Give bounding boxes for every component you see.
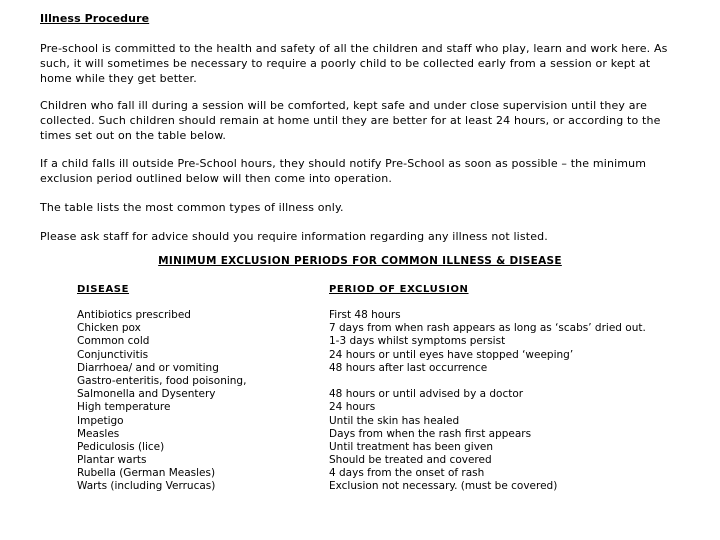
disease-line: Conjunctivitis — [77, 348, 149, 361]
paragraph-table-note: The table lists the most common types of illness only. — [40, 201, 344, 214]
exclusion-table-heading: MINIMUM EXCLUSION PERIODS FOR COMMON ILLNESS & DISEASE — [158, 255, 562, 267]
disease-line: Warts (including Verrucas) — [77, 480, 216, 493]
paragraph-ill-outside-hours: If a child falls ill outside Pre-School hours, they should notify Pre-School as soon as possible – the minimum exclusion period outlined below will then come into operation. — [40, 157, 647, 185]
disease-line: Gastro-enteritis, food poisoning, — [77, 374, 247, 387]
disease-line: Antibiotics prescribed — [77, 309, 191, 321]
disease-line: Salmonella and Dysentery — [77, 388, 216, 401]
disease-line: Impetigo — [77, 414, 124, 427]
disease-line: Diarrhoea/ and or vomiting — [77, 361, 219, 374]
period-line: 48 hours after last occurrence — [329, 361, 488, 374]
period-line: Until the skin has healed — [329, 414, 460, 427]
disease-line: Measles — [77, 427, 120, 440]
period-line: 48 hours or until advised by a doctor — [329, 388, 524, 401]
period-line: Days from when the rash first appears — [329, 427, 532, 440]
period-line: Exclusion not necessary. (must be covered) — [329, 480, 558, 493]
disease-line: Common cold — [77, 335, 150, 348]
document-title: Illness Procedure — [40, 12, 150, 25]
period-line: First 48 hours — [329, 309, 401, 321]
column-header-disease: DISEASE — [77, 284, 130, 295]
period-line — [329, 375, 679, 388]
paragraph-ill-during-session: Children who fall ill during a session will be comforted, kept safe and under close supervision until they are collected. Such children should remain at home until they are better for at least 24 hours, or according to the times set out on the table below. — [40, 99, 661, 142]
disease-line: Rubella (German Measles) — [77, 467, 216, 480]
period-line: Until treatment has been given — [329, 440, 494, 453]
paragraph-commitment: Pre-school is committed to the health and safety of all the children and staff who play, learn and work here. As such, it will sometimes be necessary to require a poorly child to be collected early from a session or kept at home while they get better. — [40, 42, 668, 85]
period-line: 24 hours or until eyes have stopped ‘weeping’ — [329, 348, 574, 361]
disease-line: Chicken pox — [77, 322, 141, 335]
column-header-period: PERIOD OF EXCLUSION — [329, 284, 469, 295]
disease-line: Plantar warts — [77, 454, 147, 467]
period-line: 24 hours — [329, 401, 376, 414]
period-column — [329, 309, 679, 494]
period-line: 4 days from the onset of rash — [329, 467, 485, 480]
disease-column — [77, 309, 317, 494]
period-line: 7 days from when rash appears as long as ‘scabs’ dried out. — [329, 322, 646, 335]
period-line: 1-3 days whilst symptoms persist — [329, 335, 506, 348]
paragraph-ask-staff: Please ask staff for advice should you require information regarding any illness not listed. — [40, 230, 548, 243]
disease-line: High temperature — [77, 401, 171, 414]
disease-line: Pediculosis (lice) — [77, 440, 165, 453]
period-line: Should be treated and covered — [329, 454, 492, 467]
